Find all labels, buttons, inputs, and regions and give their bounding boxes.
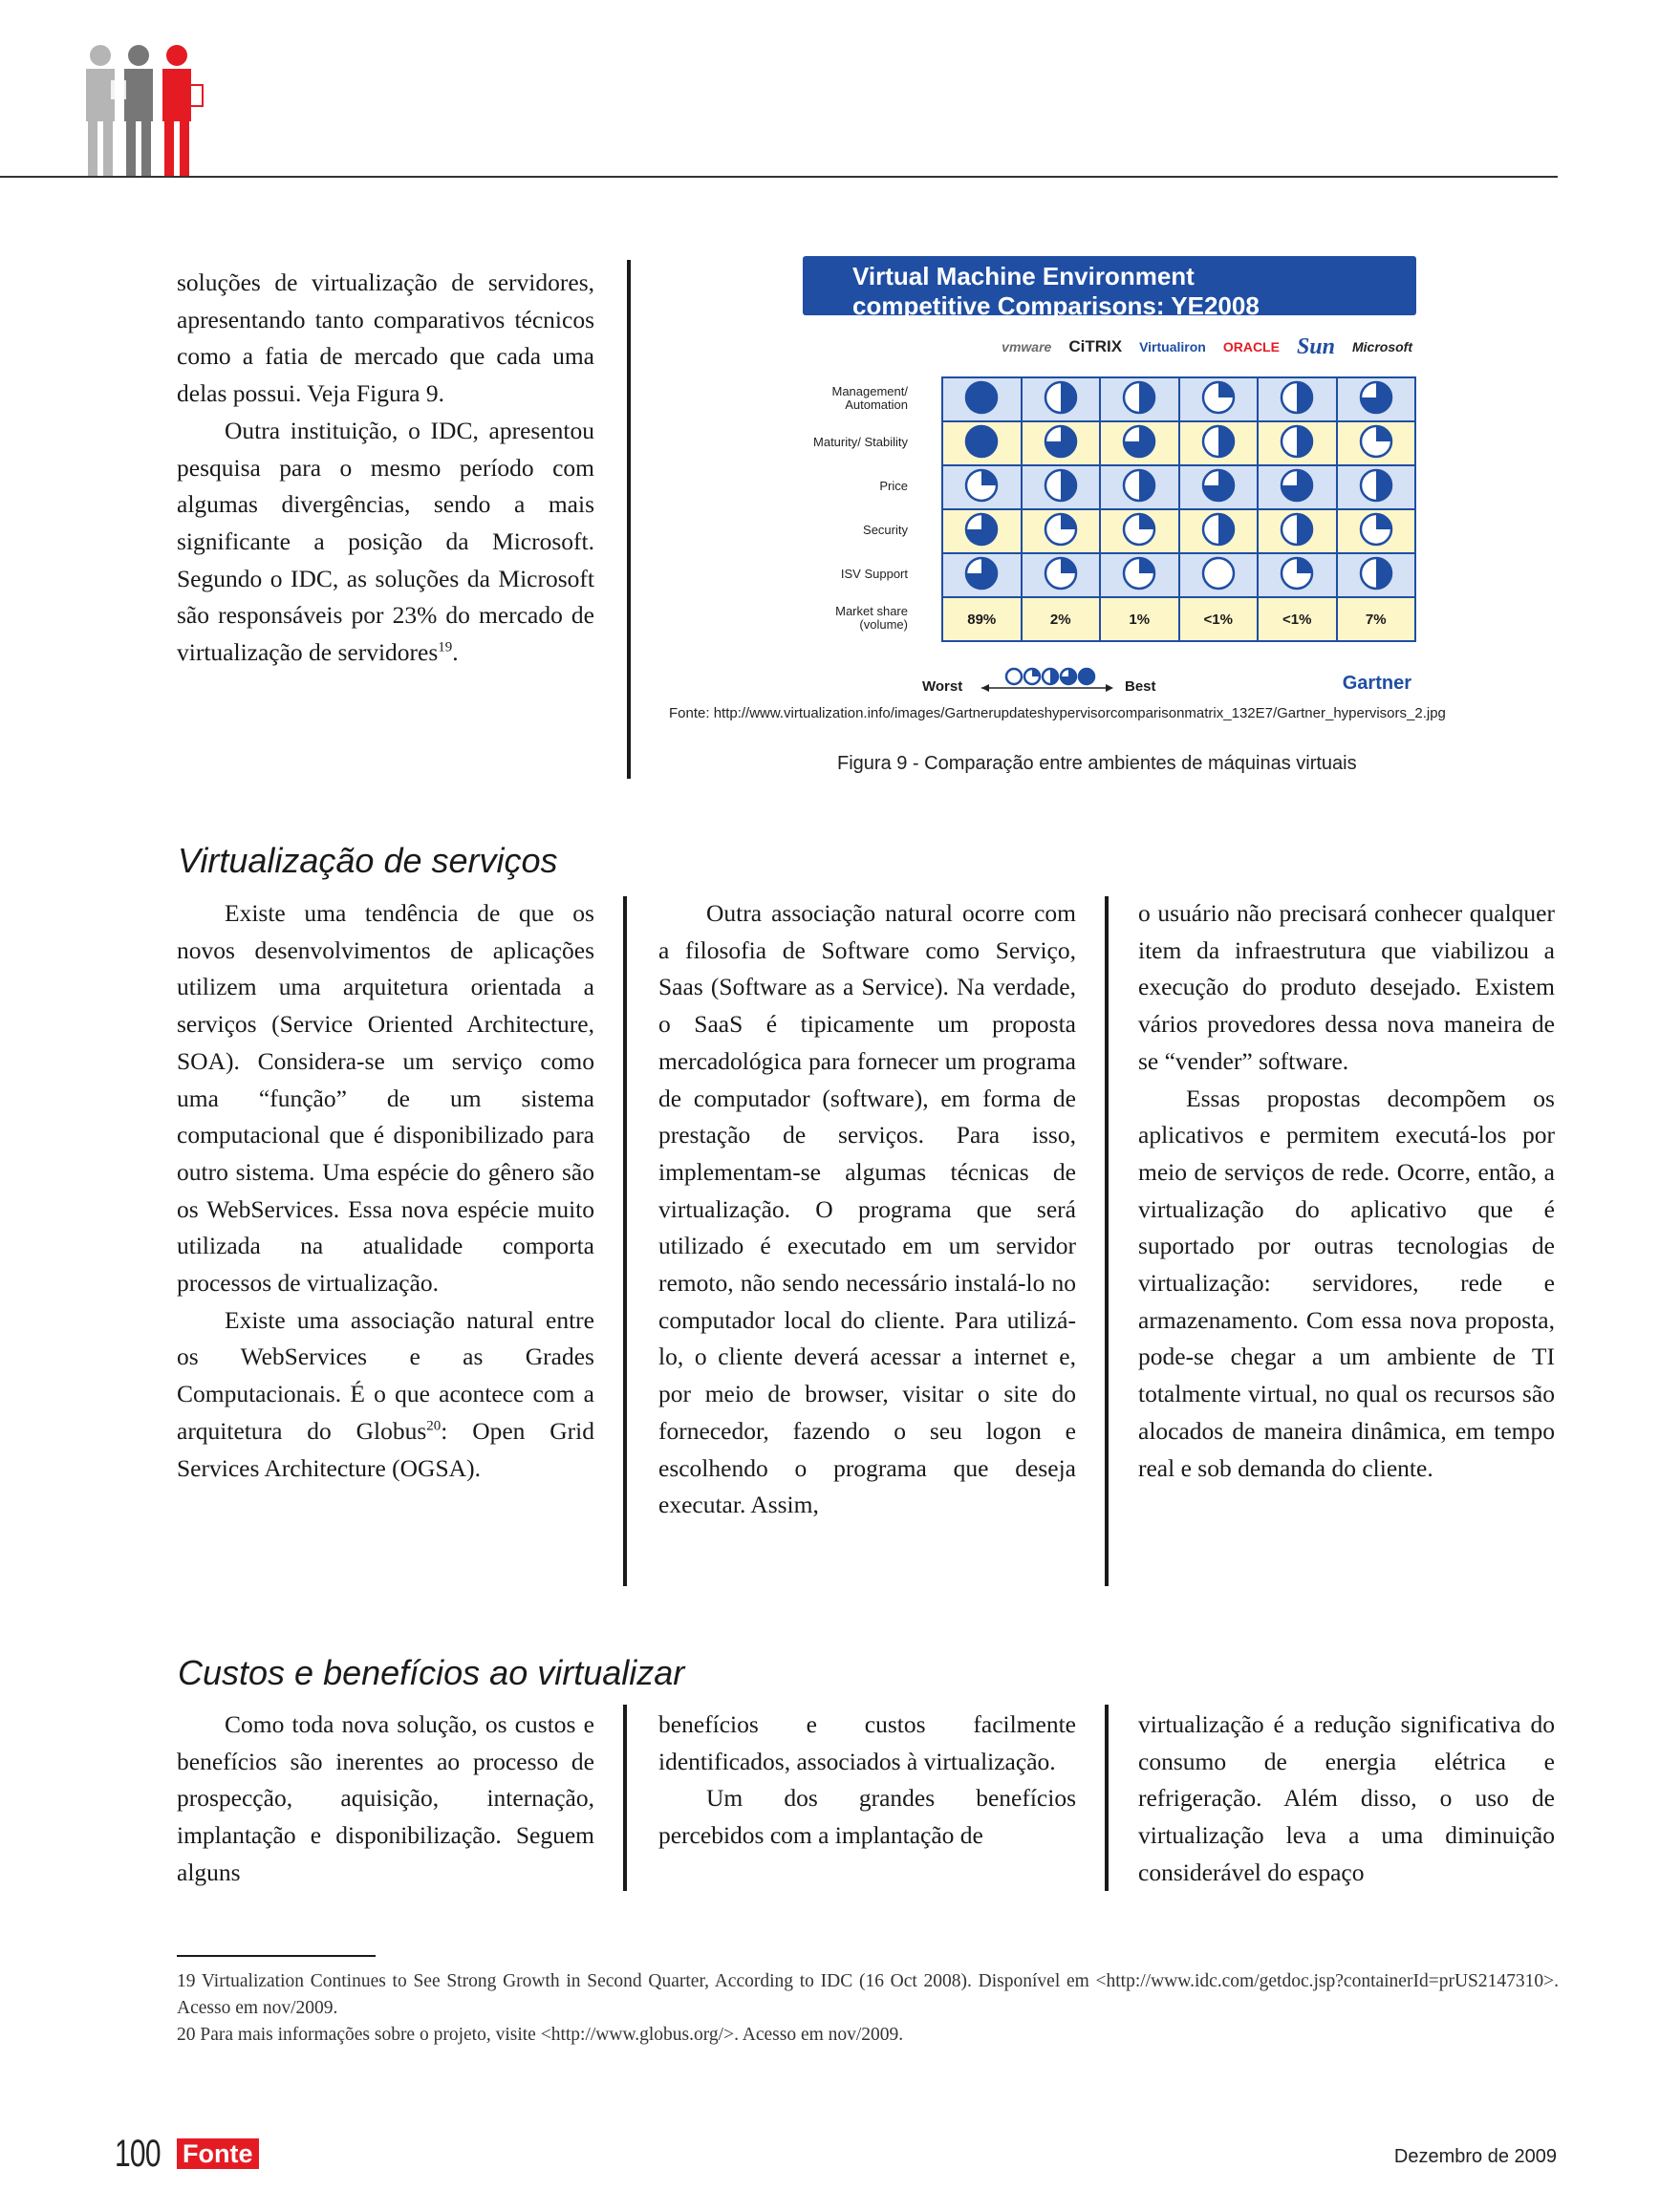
harvey-ball-icon <box>1179 509 1259 553</box>
legend-best: Best <box>1125 678 1156 695</box>
market-share-value: <1% <box>1258 597 1337 641</box>
intro-column <box>177 265 594 672</box>
harvey-ball-icon <box>1100 421 1179 465</box>
harvey-ball-icon <box>1100 377 1179 421</box>
market-share-value: 1% <box>1100 597 1179 641</box>
section1-column-1: Existe uma tendência de que os novos desenvolvimentos de aplicações utilizem uma arquitetura orientada a serviços (Service Oriented Architecture, SOA). Considera-se um serviço como uma “função” de um sistema computacional que é disponibilizado para outro sistema. Uma espécie do gênero são os WebServices. Essa nova espécie muito utilizada na atualidade comporta processos de virtualização. Existe uma associação natural entre os WebServices e as Grades Computacionais. É o que acontece com a arquitetura do Globus$^{20}$: Open Grid Services Architecture (OGSA). <box>177 899 594 1482</box>
section-heading: Virtualização de serviços <box>178 841 558 880</box>
matrix-row <box>942 377 1415 421</box>
harvey-ball-icon <box>1337 509 1416 553</box>
section2-column-3: virtualização é a redução significativa do consumo de energia elétrica e refrigeração. Além disso, o uso de virtualização leva a uma diminuição considerável do espaço <box>1138 1710 1555 1886</box>
footnotes <box>177 1968 1559 2049</box>
vendor-logo: Microsoft <box>1352 339 1412 354</box>
brand-logo: Fonte <box>177 2138 259 2169</box>
row-label: Price <box>879 479 908 493</box>
harvey-ball-icon <box>1258 553 1337 597</box>
people-logo-icon <box>76 42 220 176</box>
matrix-row <box>942 553 1415 597</box>
vendor-logo: Virtualiron <box>1139 339 1206 354</box>
harvey-ball-icon <box>942 377 1022 421</box>
harvey-ball-icon <box>1179 465 1259 509</box>
figure-source: Fonte: http://www.virtualization.info/images/Gartnerupdateshypervisorcomparisonmatrix_132E7/Gartner_hypervisors_2.jpg <box>669 705 1446 721</box>
market-share-row <box>942 597 1415 641</box>
vendor-logo: ORACLE <box>1222 339 1280 354</box>
harvey-ball-icon <box>1258 421 1337 465</box>
row-labels <box>803 376 908 640</box>
harvey-ball-icon <box>1100 465 1179 509</box>
legend-scale-icon <box>981 667 1125 696</box>
legend-harvey-ball-icon <box>1006 669 1022 684</box>
section1-column-3: o usuário não precisará conhecer qualquer item da infraestrutura que viabilizou a execução do produto desejado. Existem vários provedores dessa nova maneira de se “vender” software. Essas propostas decompõem os aplicativos e permitem executá-los por meio de serviços de rede. Ocorre, então, a virtualização do aplicativo que é suportado por outras tecnologias de virtualização: servidores, rede e armazenamento. Com essa nova proposta, pode-se chegar a um ambiente de TI totalmente virtual, no qual os recursos são alocados de maneira dinâmica, em tempo real e sob demanda do cliente. <box>1138 899 1555 1482</box>
harvey-ball-icon <box>1100 509 1179 553</box>
footnote-rule <box>177 1955 376 1957</box>
matrix-row <box>942 465 1415 509</box>
comparison-matrix <box>941 376 1416 642</box>
section2-column-1: Como toda nova solução, os custos e benefícios são inerentes ao processo de prospecção, aquisição, internação, implantação e disponibilização. Seguem alguns <box>177 1710 594 1886</box>
legend-harvey-ball-icon <box>1024 669 1040 684</box>
figure-caption: Figura 9 - Comparação entre ambientes de máquinas virtuais <box>837 753 1357 774</box>
market-share-value: 89% <box>942 597 1022 641</box>
vendor-logo: CiTRIX <box>1068 337 1123 355</box>
legend-harvey-ball-icon <box>1061 669 1076 684</box>
section-heading: Custos e benefícios ao virtualizar <box>178 1653 685 1692</box>
legend-worst: Worst <box>922 678 963 695</box>
harvey-ball-icon <box>1337 421 1416 465</box>
figure-title: Virtual Machine Environment competitive Comparisons: YE2008 <box>803 256 1416 315</box>
harvey-ball-icon <box>1337 553 1416 597</box>
harvey-ball-icon <box>942 421 1022 465</box>
row-label: Maturity/ Stability <box>813 435 908 449</box>
figure-9 <box>803 256 1416 695</box>
harvey-ball-icon <box>1258 465 1337 509</box>
column-divider <box>623 896 627 1586</box>
harvey-ball-icon <box>1258 377 1337 421</box>
market-share-value: <1% <box>1179 597 1259 641</box>
issue-date: Dezembro de 2009 <box>1393 2146 1557 2167</box>
column-divider <box>1105 896 1109 1586</box>
page-number: 100 <box>115 2133 161 2175</box>
harvey-ball-icon <box>1179 377 1259 421</box>
harvey-ball-icon <box>1022 465 1101 509</box>
harvey-ball-icon <box>1022 509 1101 553</box>
footnote-19: 19 Virtualization Continues to See Strong Growth in Second Quarter, According to IDC (16 Oct 2008). Disponível em <http://www.idc.com/getdoc.jsp?containerId=prUS2147310>. Acesso em nov/2009. <box>177 1971 1559 2018</box>
row-label: Market share (volume) <box>835 604 908 632</box>
harvey-ball-icon <box>1179 421 1259 465</box>
section1-column-2: Outra associação natural ocorre com a filosofia de Software como Serviço, Saas (Software as a Service). Na verdade, o SaaS é tipicamente um proposta mercadológica para fornecer um programa de computador (software), em forma de prestação de serviços. Para isso, implementam-se algumas técnicas de virtualização. O programa que será utilizado é executado em um servidor remoto, não sendo necessário instalá-lo no computador local do cliente. Para utilizá-lo, o cliente deverá acessar a internet e, por meio de browser, visitar o site do fornecedor, fazendo o seu logon e escolhendo o programa que deseja executar. Assim, <box>658 899 1076 1519</box>
harvey-ball-icon <box>1258 509 1337 553</box>
harvey-ball-icon <box>1337 465 1416 509</box>
row-label: Management/ Automation <box>831 384 908 412</box>
harvey-ball-icon <box>942 553 1022 597</box>
column-divider <box>1105 1705 1109 1891</box>
vendor-logo: vmware <box>1002 339 1052 354</box>
row-label: ISV Support <box>840 567 908 581</box>
market-share-value: 2% <box>1022 597 1101 641</box>
vendor-logos <box>803 327 1416 367</box>
harvey-ball-icon <box>1022 377 1101 421</box>
harvey-ball-icon <box>1022 421 1101 465</box>
gartner-logo: Gartner <box>1342 673 1411 694</box>
footnote-20: 20 Para mais informações sobre o projeto, visite <http://www.globus.org/>. Acesso em nov/2009. <box>177 2025 904 2045</box>
harvey-ball-icon <box>1337 377 1416 421</box>
harvey-ball-icon <box>942 465 1022 509</box>
column-divider <box>627 260 631 779</box>
legend-harvey-ball-icon <box>1043 669 1058 684</box>
market-share-value: 7% <box>1337 597 1416 641</box>
row-label: Security <box>863 523 908 537</box>
section2-column-2: benefícios e custos facilmente identificados, associados à virtualização. Um dos grandes benefícios percebidos com a implantação de <box>658 1710 1076 1850</box>
column-divider <box>623 1705 627 1891</box>
harvey-ball-icon <box>942 509 1022 553</box>
harvey-ball-icon <box>1179 553 1259 597</box>
header-rule <box>0 176 1558 178</box>
matrix-row <box>942 509 1415 553</box>
intro-paragraph-1: soluções de virtualização de servidores, apresentando tanto comparativos técnicos como a fatia de mercado que cada uma delas possui. Veja Figura 9. <box>177 268 594 408</box>
vendor-logo: Sun <box>1296 333 1335 359</box>
harvey-ball-icon <box>1022 553 1101 597</box>
harvey-ball-icon <box>1100 553 1179 597</box>
intro-paragraph-2: Outra instituição, o IDC, apresentou pesquisa para o mesmo período com algumas divergências, sendo a mais significante a posição da Microsoft. Segundo o IDC, as soluções da Microsoft são responsáveis por 23% do mercado de virtualização de servidores$^{19}$. <box>177 416 594 667</box>
matrix-row <box>942 421 1415 465</box>
legend-harvey-ball-icon <box>1079 669 1094 684</box>
figure-legend <box>922 667 1419 696</box>
